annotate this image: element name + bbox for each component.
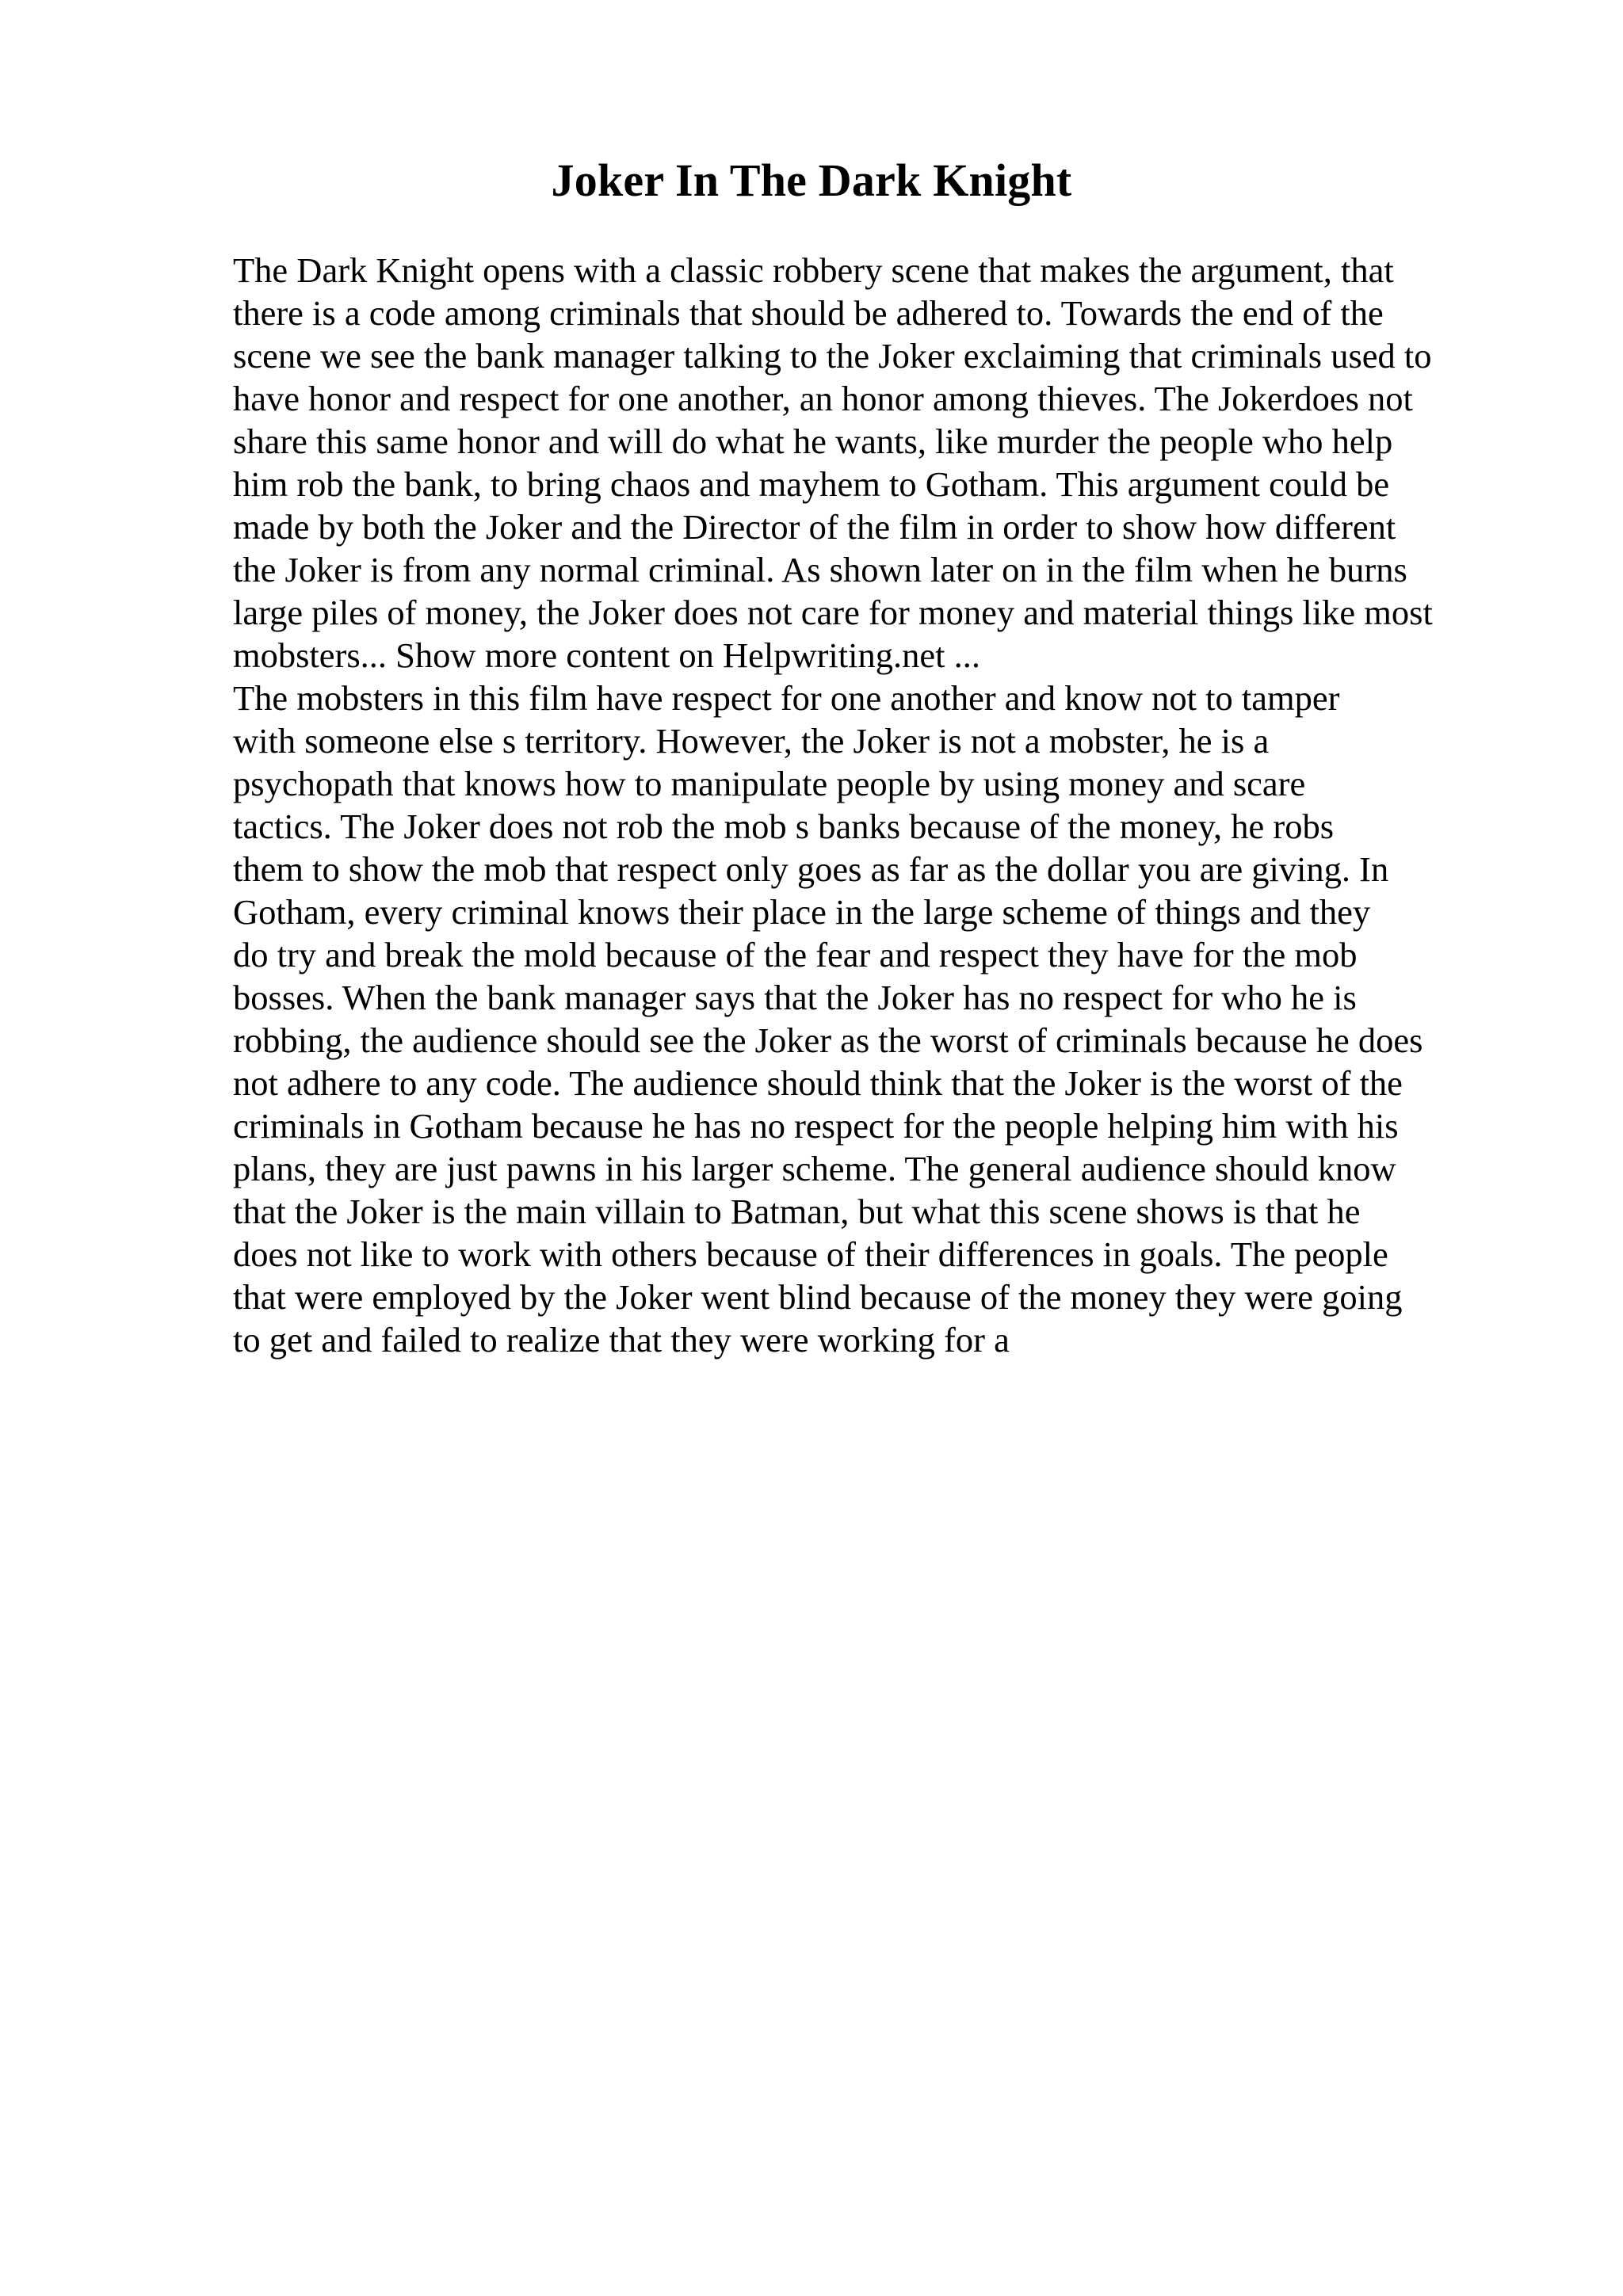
text-line: bosses. When the bank manager says that the Joker has no respect for who he is — [233, 978, 1357, 1017]
paragraph-mobsters — [233, 677, 1533, 1361]
text-line: him rob the bank, to bring chaos and mayhem to Gotham. This argument could be — [233, 464, 1390, 504]
text-line: psychopath that knows how to manipulate people by using money and scare — [233, 764, 1306, 803]
document-title: Joker In The Dark Knight — [551, 154, 1072, 206]
text-line: made by both the Joker and the Director of the film in order to show how different — [233, 507, 1396, 547]
text-line: robbing, the audience should see the Joker as the worst of criminals because he does — [233, 1020, 1423, 1060]
text-line-show-more: mobsters... Show more content on Helpwriting.net ... — [233, 635, 981, 675]
text-line: there is a code among criminals that should be adhered to. Towards the end of the — [233, 293, 1384, 333]
text-line: The mobsters in this film have respect for one another and know not to tamper — [233, 678, 1340, 718]
text-line: plans, they are just pawns in his larger scheme. The general audience should know — [233, 1149, 1396, 1188]
text-line: Gotham, every criminal knows their place in the large scheme of things and they — [233, 892, 1371, 932]
text-line: share this same honor and will do what he wants, like murder the people who help — [233, 421, 1393, 461]
text-line: to get and failed to realize that they were working for a — [233, 1320, 1010, 1360]
text-line: do try and break the mold because of the fear and respect they have for the mob — [233, 935, 1358, 974]
text-line: not adhere to any code. The audience should think that the Joker is the worst of the — [233, 1063, 1403, 1103]
text-line: does not like to work with others because of their differences in goals. The people — [233, 1234, 1388, 1274]
text-line: them to show the mob that respect only goes as far as the dollar you are giving. In — [233, 849, 1389, 889]
text-line: that were employed by the Joker went blind because of the money they were going — [233, 1277, 1403, 1317]
text-line: criminals in Gotham because he has no respect for the people helping him with his — [233, 1106, 1399, 1146]
text-line: The Dark Knight opens with a classic robbery scene that makes the argument, that — [233, 250, 1394, 290]
text-line: that the Joker is the main villain to Batman, but what this scene shows is that he — [233, 1192, 1361, 1231]
text-line: large piles of money, the Joker does not care for money and material things like most — [233, 593, 1433, 632]
text-line: the Joker is from any normal criminal. As shown later on in the film when he burns — [233, 550, 1407, 589]
paragraph-intro — [233, 249, 1533, 677]
text-line: have honor and respect for one another, an honor among thieves. The Jokerdoes not — [233, 379, 1413, 418]
text-line: scene we see the bank manager talking to the Joker exclaiming that criminals used to — [233, 336, 1432, 376]
text-line: tactics. The Joker does not rob the mob s banks because of the money, he robs — [233, 807, 1335, 846]
text-line: with someone else s territory. However, the Joker is not a mobster, he is a — [233, 721, 1270, 761]
document-body — [233, 249, 1533, 1361]
